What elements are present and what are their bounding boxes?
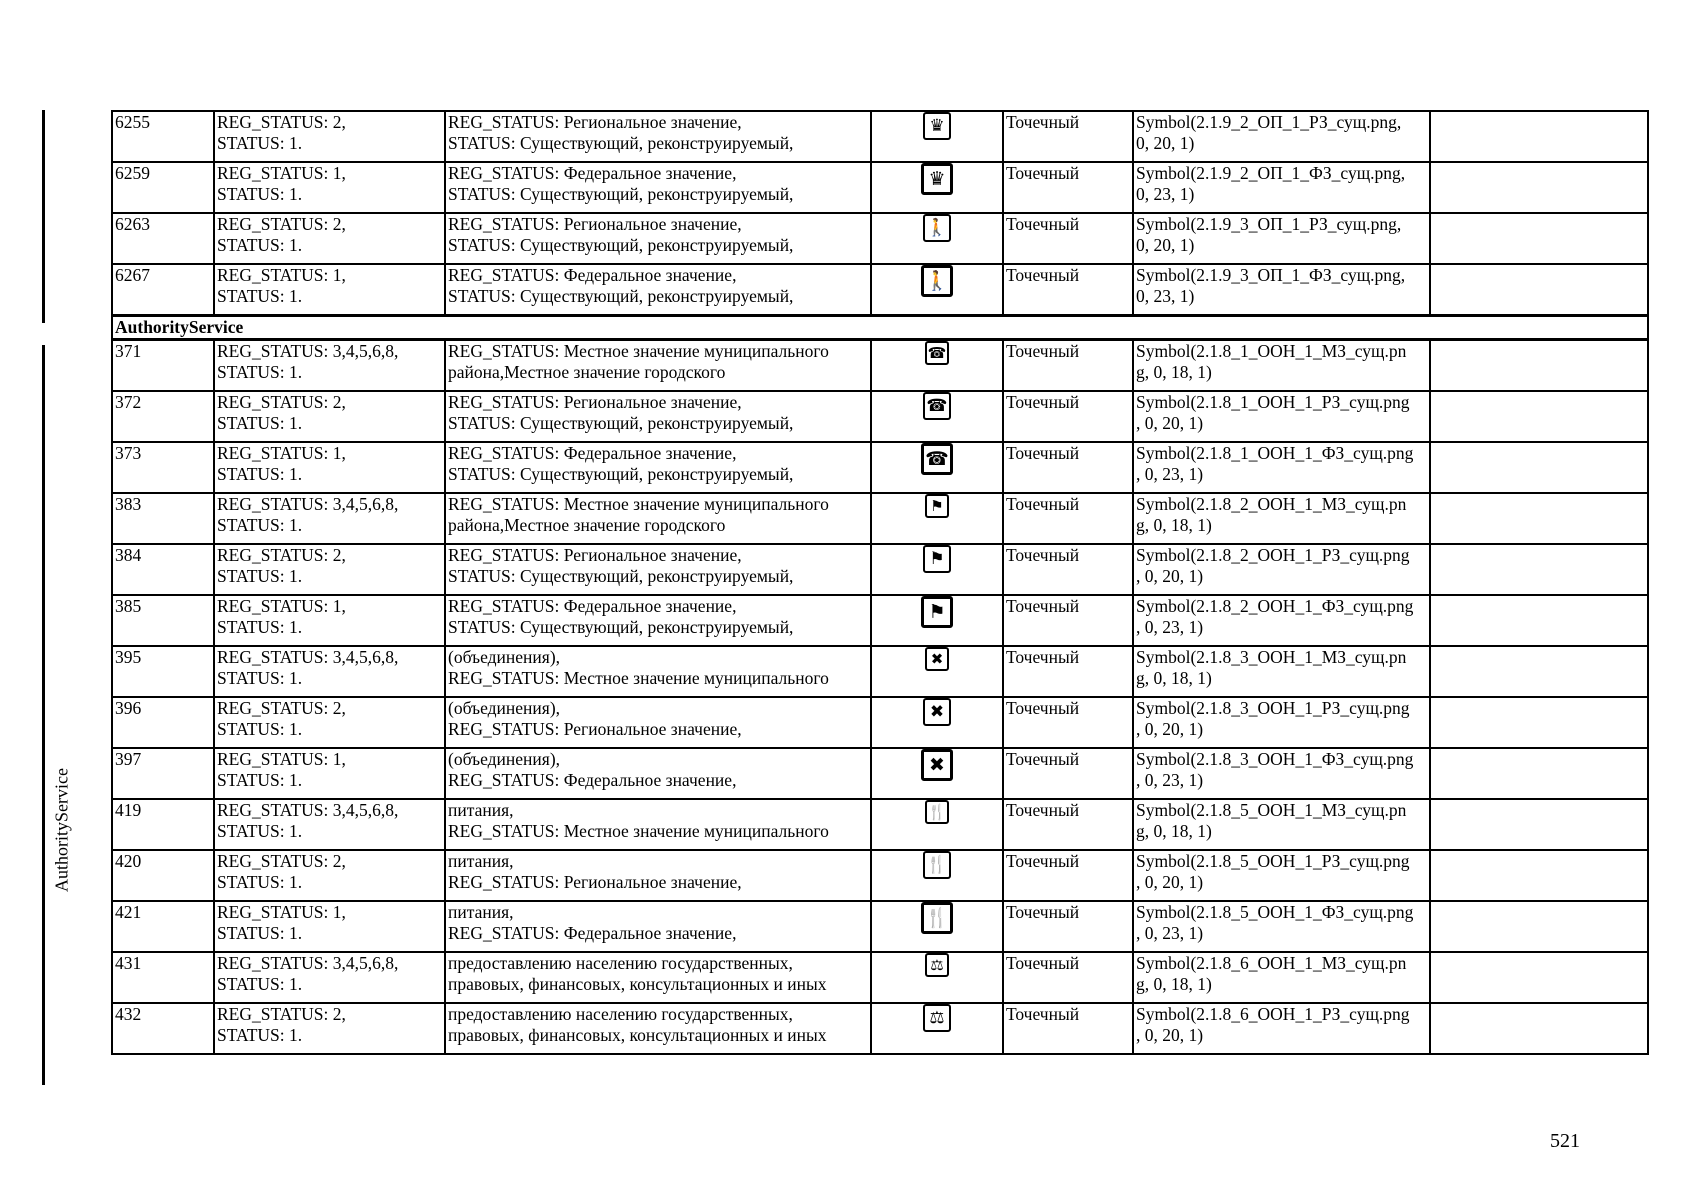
symbol-spec-line: Symbol(2.1.8_1_ООН_1_РЗ_сущ.png (1136, 392, 1410, 412)
symbol-icon-cell (871, 952, 1003, 1003)
row-id-cell: 421 (112, 901, 214, 952)
symbol-spec-cell (1133, 213, 1430, 264)
condition-line: STATUS: 1. (217, 566, 303, 586)
condition-line: STATUS: 1. (217, 362, 303, 382)
condition-line: REG_STATUS: 3,4,5,6,8, (217, 341, 399, 361)
symbol-icon-cell (871, 799, 1003, 850)
description-cell (445, 111, 871, 162)
table-row (112, 493, 1648, 544)
description-line: правовых, финансовых, консультационных и иных (448, 1025, 827, 1045)
symbol-icon-cell (871, 111, 1003, 162)
condition-line: STATUS: 1. (217, 974, 303, 994)
symbol-spec-cell (1133, 264, 1430, 316)
symbol-spec-cell (1133, 340, 1430, 392)
table-row (112, 544, 1648, 595)
telephone-icon: ☎ (923, 392, 951, 420)
description-cell (445, 340, 871, 392)
symbol-icon-cell (871, 544, 1003, 595)
symbol-spec-line: , 0, 23, 1) (1136, 464, 1204, 484)
symbol-spec-line: Symbol(2.1.8_1_ООН_1_МЗ_сущ.pn (1136, 341, 1407, 361)
museum-icon: ♛ (923, 112, 951, 140)
condition-line: STATUS: 1. (217, 184, 303, 204)
condition-line: REG_STATUS: 2, (217, 112, 346, 132)
table-row (112, 111, 1648, 162)
row-id-cell: 396 (112, 697, 214, 748)
symbol-spec-line: Symbol(2.1.8_2_ООН_1_МЗ_сущ.pn (1136, 494, 1407, 514)
symbol-spec-cell (1133, 391, 1430, 442)
fork-knife-icon: 🍴 (921, 902, 953, 934)
symbol-spec-line: 0, 23, 1) (1136, 184, 1195, 204)
table-row (112, 264, 1648, 316)
condition-line: REG_STATUS: 1, (217, 443, 346, 463)
group-side-label: AuthorityService (51, 768, 72, 892)
table-row (112, 213, 1648, 264)
left-group-bar-top (42, 110, 45, 323)
condition-line: REG_STATUS: 1, (217, 749, 346, 769)
description-line: REG_STATUS: Местное значение муниципального (448, 494, 829, 514)
description-cell (445, 901, 871, 952)
description-line: (объединения), (448, 698, 561, 718)
description-line: STATUS: Существующий, реконструируемый, (448, 133, 794, 153)
scales-icon: ⚖ (925, 953, 949, 977)
cross-icon: ✖ (921, 749, 953, 781)
symbol-spec-line: Symbol(2.1.9_3_ОП_1_РЗ_сущ.png, (1136, 214, 1402, 234)
row-id-cell: 395 (112, 646, 214, 697)
flag-icon: ⚑ (925, 494, 949, 518)
condition-cell (214, 162, 445, 213)
symbol-spec-line: 0, 20, 1) (1136, 133, 1195, 153)
condition-cell (214, 213, 445, 264)
description-cell (445, 442, 871, 493)
fork-knife-icon: 🍴 (923, 851, 951, 879)
condition-cell (214, 544, 445, 595)
symbol-spec-line: Symbol(2.1.8_3_ООН_1_МЗ_сущ.pn (1136, 647, 1407, 667)
symbol-spec-line: g, 0, 18, 1) (1136, 362, 1212, 382)
table-row (112, 697, 1648, 748)
symbol-icon-cell (871, 901, 1003, 952)
description-line: STATUS: Существующий, реконструируемый, (448, 413, 794, 433)
geometry-type-cell: Точечный (1003, 850, 1133, 901)
description-line: района,Местное значение городского (448, 515, 726, 535)
description-line: REG_STATUS: Местное значение муниципального (448, 341, 829, 361)
symbol-spec-line: g, 0, 18, 1) (1136, 515, 1212, 535)
geometry-type-cell: Точечный (1003, 697, 1133, 748)
symbol-spec-line: Symbol(2.1.8_2_ООН_1_ФЗ_сущ.png (1136, 596, 1414, 616)
table-row (112, 162, 1648, 213)
condition-line: REG_STATUS: 2, (217, 851, 346, 871)
symbol-spec-line: Symbol(2.1.8_5_ООН_1_МЗ_сущ.pn (1136, 800, 1407, 820)
symbol-icon-cell (871, 340, 1003, 392)
symbol-spec-line: g, 0, 18, 1) (1136, 821, 1212, 841)
table-body-authority (112, 340, 1648, 1055)
condition-line: STATUS: 1. (217, 133, 303, 153)
table-body-top (112, 111, 1648, 316)
symbol-spec-line: Symbol(2.1.8_3_ООН_1_РЗ_сущ.png (1136, 698, 1410, 718)
row-id-cell: 384 (112, 544, 214, 595)
condition-line: REG_STATUS: 2, (217, 1004, 346, 1024)
flag-icon: ⚑ (921, 596, 953, 628)
page-number: 521 (1550, 1130, 1580, 1152)
description-cell (445, 799, 871, 850)
condition-cell (214, 111, 445, 162)
description-line: района,Местное значение городского (448, 362, 726, 382)
geometry-type-cell: Точечный (1003, 595, 1133, 646)
empty-cell (1430, 697, 1648, 748)
geometry-type-cell: Точечный (1003, 493, 1133, 544)
row-id-cell: 432 (112, 1003, 214, 1054)
description-line: REG_STATUS: Региональное значение, (448, 545, 742, 565)
symbol-icon-cell (871, 162, 1003, 213)
empty-cell (1430, 442, 1648, 493)
row-id-cell: 6267 (112, 264, 214, 316)
description-line: REG_STATUS: Региональное значение, (448, 872, 742, 892)
description-line: (объединения), (448, 647, 561, 667)
cross-icon: ✖ (925, 647, 949, 671)
empty-cell (1430, 850, 1648, 901)
condition-cell (214, 340, 445, 392)
condition-cell (214, 850, 445, 901)
empty-cell (1430, 901, 1648, 952)
symbol-spec-line: , 0, 23, 1) (1136, 770, 1204, 790)
description-line: REG_STATUS: Региональное значение, (448, 214, 742, 234)
geometry-type-cell: Точечный (1003, 952, 1133, 1003)
description-line: REG_STATUS: Федеральное значение, (448, 923, 737, 943)
geometry-type-cell: Точечный (1003, 544, 1133, 595)
description-cell (445, 748, 871, 799)
condition-line: STATUS: 1. (217, 617, 303, 637)
geometry-type-cell: Точечный (1003, 1003, 1133, 1054)
empty-cell (1430, 544, 1648, 595)
condition-line: REG_STATUS: 1, (217, 902, 346, 922)
table-row (112, 952, 1648, 1003)
symbol-spec-line: , 0, 20, 1) (1136, 1025, 1204, 1045)
symbol-icon-cell (871, 442, 1003, 493)
condition-line: STATUS: 1. (217, 1025, 303, 1045)
description-line: REG_STATUS: Местное значение муниципального (448, 668, 829, 688)
condition-line: STATUS: 1. (217, 719, 303, 739)
condition-line: REG_STATUS: 3,4,5,6,8, (217, 494, 399, 514)
description-line: STATUS: Существующий, реконструируемый, (448, 235, 794, 255)
empty-cell (1430, 748, 1648, 799)
symbol-spec-line: , 0, 23, 1) (1136, 923, 1204, 943)
description-line: STATUS: Существующий, реконструируемый, (448, 464, 794, 484)
condition-line: REG_STATUS: 1, (217, 596, 346, 616)
condition-cell (214, 952, 445, 1003)
condition-line: REG_STATUS: 2, (217, 392, 346, 412)
symbol-spec-cell (1133, 850, 1430, 901)
geometry-type-cell: Точечный (1003, 901, 1133, 952)
symbol-icon-cell (871, 595, 1003, 646)
description-line: предоставлению населению государственных, (448, 1004, 793, 1024)
empty-cell (1430, 391, 1648, 442)
row-id-cell: 6263 (112, 213, 214, 264)
row-id-cell: 419 (112, 799, 214, 850)
description-cell (445, 850, 871, 901)
symbol-spec-line: Symbol(2.1.9_2_ОП_1_РЗ_сущ.png, (1136, 112, 1402, 132)
description-line: REG_STATUS: Федеральное значение, (448, 596, 737, 616)
row-id-cell: 6259 (112, 162, 214, 213)
condition-line: STATUS: 1. (217, 923, 303, 943)
symbol-spec-line: Symbol(2.1.8_1_ООН_1_ФЗ_сущ.png (1136, 443, 1414, 463)
telephone-icon: ☎ (921, 443, 953, 475)
table-row (112, 799, 1648, 850)
empty-cell (1430, 493, 1648, 544)
condition-line: STATUS: 1. (217, 821, 303, 841)
symbol-spec-cell (1133, 646, 1430, 697)
symbol-spec-line: Symbol(2.1.8_6_ООН_1_РЗ_сущ.png (1136, 1004, 1410, 1024)
condition-line: STATUS: 1. (217, 770, 303, 790)
symbol-spec-cell (1133, 595, 1430, 646)
condition-cell (214, 697, 445, 748)
pedestrian-icon: 🚶 (923, 214, 951, 242)
symbol-spec-line: Symbol(2.1.9_2_ОП_1_ФЗ_сущ.png, (1136, 163, 1406, 183)
symbol-icon-cell (871, 264, 1003, 316)
table-row (112, 646, 1648, 697)
description-line: REG_STATUS: Федеральное значение, (448, 770, 737, 790)
symbol-spec-cell (1133, 544, 1430, 595)
symbol-icon-cell (871, 391, 1003, 442)
section-header-body (112, 316, 1648, 340)
condition-cell (214, 493, 445, 544)
row-id-cell: 383 (112, 493, 214, 544)
description-line: питания, (448, 902, 514, 922)
symbol-spec-cell (1133, 952, 1430, 1003)
condition-cell (214, 391, 445, 442)
symbol-spec-line: g, 0, 18, 1) (1136, 974, 1212, 994)
table-row (112, 850, 1648, 901)
symbol-spec-line: g, 0, 18, 1) (1136, 668, 1212, 688)
description-cell (445, 952, 871, 1003)
description-line: REG_STATUS: Региональное значение, (448, 719, 742, 739)
empty-cell (1430, 1003, 1648, 1054)
symbol-icon-cell (871, 213, 1003, 264)
flag-icon: ⚑ (923, 545, 951, 573)
telephone-icon: ☎ (925, 341, 949, 365)
cross-icon: ✖ (923, 698, 951, 726)
row-id-cell: 385 (112, 595, 214, 646)
description-line: REG_STATUS: Местное значение муниципального (448, 821, 829, 841)
symbol-spec-line: Symbol(2.1.8_5_ООН_1_РЗ_сущ.png (1136, 851, 1410, 871)
description-cell (445, 391, 871, 442)
condition-line: REG_STATUS: 3,4,5,6,8, (217, 800, 399, 820)
condition-cell (214, 799, 445, 850)
description-line: STATUS: Существующий, реконструируемый, (448, 286, 794, 306)
scales-icon: ⚖ (923, 1004, 951, 1032)
symbol-icon-cell (871, 493, 1003, 544)
description-line: питания, (448, 800, 514, 820)
empty-cell (1430, 340, 1648, 392)
symbol-spec-cell (1133, 1003, 1430, 1054)
geometry-type-cell: Точечный (1003, 646, 1133, 697)
empty-cell (1430, 162, 1648, 213)
empty-cell (1430, 595, 1648, 646)
symbol-spec-line: , 0, 20, 1) (1136, 872, 1204, 892)
museum-icon: ♛ (921, 163, 953, 195)
symbol-spec-line: Symbol(2.1.8_3_ООН_1_ФЗ_сущ.png (1136, 749, 1414, 769)
condition-line: STATUS: 1. (217, 286, 303, 306)
description-cell (445, 646, 871, 697)
geometry-type-cell: Точечный (1003, 748, 1133, 799)
geometry-type-cell: Точечный (1003, 111, 1133, 162)
description-line: REG_STATUS: Федеральное значение, (448, 163, 737, 183)
symbol-spec-line: 0, 20, 1) (1136, 235, 1195, 255)
description-cell (445, 544, 871, 595)
symbol-spec-cell (1133, 901, 1430, 952)
row-id-cell: 6255 (112, 111, 214, 162)
symbol-spec-cell (1133, 442, 1430, 493)
condition-line: REG_STATUS: 1, (217, 265, 346, 285)
table-row (112, 1003, 1648, 1054)
symbol-icon-cell (871, 850, 1003, 901)
geometry-type-cell: Точечный (1003, 264, 1133, 316)
geometry-type-cell: Точечный (1003, 799, 1133, 850)
geometry-type-cell: Точечный (1003, 162, 1133, 213)
symbol-spec-line: , 0, 20, 1) (1136, 566, 1204, 586)
description-cell (445, 697, 871, 748)
table-row (112, 340, 1648, 392)
condition-cell (214, 264, 445, 316)
description-line: STATUS: Существующий, реконструируемый, (448, 566, 794, 586)
condition-line: STATUS: 1. (217, 235, 303, 255)
condition-line: STATUS: 1. (217, 872, 303, 892)
description-line: правовых, финансовых, консультационных и иных (448, 974, 827, 994)
table-row (112, 595, 1648, 646)
description-line: REG_STATUS: Федеральное значение, (448, 443, 737, 463)
empty-cell (1430, 213, 1648, 264)
table-row (112, 391, 1648, 442)
empty-cell (1430, 111, 1648, 162)
symbol-table (111, 110, 1649, 1055)
condition-line: STATUS: 1. (217, 668, 303, 688)
condition-cell (214, 442, 445, 493)
symbol-spec-cell (1133, 493, 1430, 544)
empty-cell (1430, 799, 1648, 850)
condition-line: REG_STATUS: 3,4,5,6,8, (217, 953, 399, 973)
description-line: REG_STATUS: Региональное значение, (448, 392, 742, 412)
condition-cell (214, 595, 445, 646)
description-line: питания, (448, 851, 514, 871)
geometry-type-cell: Точечный (1003, 340, 1133, 392)
condition-line: REG_STATUS: 2, (217, 698, 346, 718)
condition-cell (214, 646, 445, 697)
empty-cell (1430, 646, 1648, 697)
condition-cell (214, 748, 445, 799)
symbol-spec-line: Symbol(2.1.8_2_ООН_1_РЗ_сущ.png (1136, 545, 1410, 565)
row-id-cell: 420 (112, 850, 214, 901)
symbol-spec-line: Symbol(2.1.8_5_ООН_1_ФЗ_сущ.png (1136, 902, 1414, 922)
row-id-cell: 431 (112, 952, 214, 1003)
condition-line: REG_STATUS: 3,4,5,6,8, (217, 647, 399, 667)
symbol-spec-line: , 0, 23, 1) (1136, 617, 1204, 637)
table-row (112, 748, 1648, 799)
condition-line: REG_STATUS: 2, (217, 545, 346, 565)
description-line: REG_STATUS: Региональное значение, (448, 112, 742, 132)
empty-cell (1430, 952, 1648, 1003)
condition-line: STATUS: 1. (217, 413, 303, 433)
fork-knife-icon: 🍴 (925, 800, 949, 824)
symbol-spec-line: , 0, 20, 1) (1136, 413, 1204, 433)
row-id-cell: 372 (112, 391, 214, 442)
section-header: AuthorityService (112, 316, 1648, 340)
symbol-icon-cell (871, 697, 1003, 748)
row-id-cell: 373 (112, 442, 214, 493)
symbol-spec-line: Symbol(2.1.9_3_ОП_1_ФЗ_сущ.png, (1136, 265, 1406, 285)
description-line: STATUS: Существующий, реконструируемый, (448, 617, 794, 637)
condition-line: REG_STATUS: 2, (217, 214, 346, 234)
description-line: предоставлению населению государственных, (448, 953, 793, 973)
condition-line: REG_STATUS: 1, (217, 163, 346, 183)
description-cell (445, 213, 871, 264)
symbol-icon-cell (871, 1003, 1003, 1054)
pedestrian-icon: 🚶 (921, 265, 953, 297)
row-id-cell: 371 (112, 340, 214, 392)
description-line: (объединения), (448, 749, 561, 769)
symbol-spec-cell (1133, 799, 1430, 850)
symbol-spec-line: 0, 23, 1) (1136, 286, 1195, 306)
table-row (112, 901, 1648, 952)
row-id-cell: 397 (112, 748, 214, 799)
geometry-type-cell: Точечный (1003, 391, 1133, 442)
empty-cell (1430, 264, 1648, 316)
section-header-row (112, 316, 1648, 340)
description-cell (445, 493, 871, 544)
symbol-spec-line: , 0, 20, 1) (1136, 719, 1204, 739)
condition-cell (214, 1003, 445, 1054)
symbol-spec-line: Symbol(2.1.8_6_ООН_1_МЗ_сущ.pn (1136, 953, 1407, 973)
description-cell (445, 162, 871, 213)
description-line: REG_STATUS: Федеральное значение, (448, 265, 737, 285)
symbol-spec-cell (1133, 748, 1430, 799)
description-cell (445, 264, 871, 316)
symbol-spec-cell (1133, 162, 1430, 213)
description-line: STATUS: Существующий, реконструируемый, (448, 184, 794, 204)
left-group-bar-authority (42, 345, 45, 1085)
geometry-type-cell: Точечный (1003, 442, 1133, 493)
table-row (112, 442, 1648, 493)
condition-line: STATUS: 1. (217, 515, 303, 535)
description-cell (445, 595, 871, 646)
description-cell (445, 1003, 871, 1054)
symbol-spec-cell (1133, 111, 1430, 162)
symbol-spec-cell (1133, 697, 1430, 748)
geometry-type-cell: Точечный (1003, 213, 1133, 264)
symbol-icon-cell (871, 748, 1003, 799)
symbol-icon-cell (871, 646, 1003, 697)
condition-line: STATUS: 1. (217, 464, 303, 484)
condition-cell (214, 901, 445, 952)
